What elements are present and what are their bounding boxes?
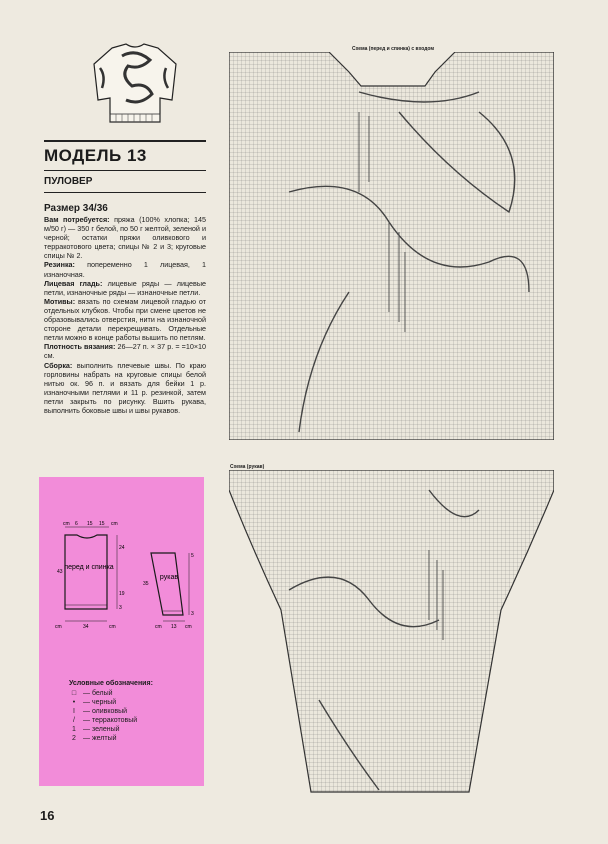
- model-title: МОДЕЛЬ 13: [44, 146, 147, 165]
- title-rule-bottom: [44, 192, 206, 193]
- front-back-chart: [229, 52, 554, 440]
- dim-top-2: 15: [87, 521, 93, 527]
- sweater-illustration: [92, 42, 178, 126]
- paragraph-assembly: Сборка: выполнить плечевые швы. По краю горловины набрать на круговые спицы белой нитью ок. 96 п. и вязать для бейки 1 р. изнаночными петлями и 11 р. резинкой, затем петли закрыть по рисунку. Вшить рукава, выполнить боковые швы и швы рукавов.: [44, 360, 206, 415]
- sleeve-piece-label: рукав: [159, 574, 179, 581]
- dim-front-h1: 43: [57, 569, 63, 575]
- front-piece-label: перед и спинка: [64, 564, 114, 571]
- dim-top-3: 15: [99, 521, 105, 527]
- dim-sleeve-bottom-0: cm: [155, 624, 162, 630]
- dim-sleeve-bottom-2: cm: [185, 624, 192, 630]
- dim-sleeve-bottom-1: 13: [171, 624, 177, 630]
- legend: [69, 679, 153, 743]
- title-rule-middle: [44, 170, 206, 171]
- paragraph-materials: Вам потребуется: пряжа (100% хлопка; 145 м/50 г) — 350 г белой, по 50 г желтой, зеленой и черной; остатки пряжи оливкового и терракотового цвета; спицы № 2 и 3; круговые спицы № 2.: [44, 215, 206, 261]
- legend-item: I — оливковый: [73, 708, 128, 715]
- legend-item: 1 — зеленый: [72, 726, 120, 733]
- front-chart-label: Схема (перед и спинка) с входом: [352, 46, 435, 52]
- title-rule-top: [44, 140, 206, 142]
- page-number: 16: [40, 808, 55, 823]
- dim-bottom-2: cm: [109, 624, 116, 630]
- dim-rib-sleeve: 3: [191, 611, 194, 617]
- legend-item: 2 — желтый: [72, 735, 117, 742]
- dim-bottom-1: 34: [83, 624, 89, 630]
- dim-top-4: cm: [111, 521, 118, 527]
- dim-rib-front: 3: [119, 605, 122, 611]
- legend-title: Условные обозначения:: [69, 680, 153, 687]
- paragraph-motifs: Мотивы: вязать по схемам лицевой гладью от отдельных клубков. Чтобы при смене цветов не образовывались отверстия, нити на изнаночной стороне детали перекрещивать. Отдельные петли можно в конце работы вышить по петлям.: [44, 296, 206, 343]
- size-heading: Размер 34/36: [44, 203, 108, 214]
- pattern-diagram: [39, 477, 204, 677]
- paragraph-rib: Резинка: попеременно 1 лицевая, 1 изнаночная.: [44, 260, 206, 279]
- dim-sleeve-h1: 5: [191, 553, 194, 559]
- sleeve-chart-label: Схема (рукав): [230, 464, 265, 470]
- paragraph-stockinette: Лицевая гладь: лицевые ряды — лицевые петли, изнаночные ряды — изнаночные петли.: [44, 278, 206, 297]
- dim-top-0: cm: [63, 521, 70, 527]
- pattern-box: [39, 477, 204, 786]
- dim-sleeve-h0: 35: [143, 581, 149, 587]
- paragraph-gauge: Плотность вязания: 26—27 п. × 37 р. = =10×10 см.: [44, 342, 207, 361]
- instructions: [44, 215, 206, 415]
- legend-item: □ — белый: [71, 690, 113, 697]
- legend-item: • — черный: [72, 699, 117, 706]
- dim-bottom-0: cm: [55, 624, 62, 630]
- sleeve-chart: [229, 470, 554, 795]
- dim-front-h0: 24: [119, 545, 125, 551]
- dim-top-1: 6: [75, 521, 78, 527]
- dim-front-h2: 19: [119, 591, 125, 597]
- legend-item: / — терракотовый: [73, 717, 138, 724]
- garment-type: ПУЛОВЕР: [44, 176, 93, 187]
